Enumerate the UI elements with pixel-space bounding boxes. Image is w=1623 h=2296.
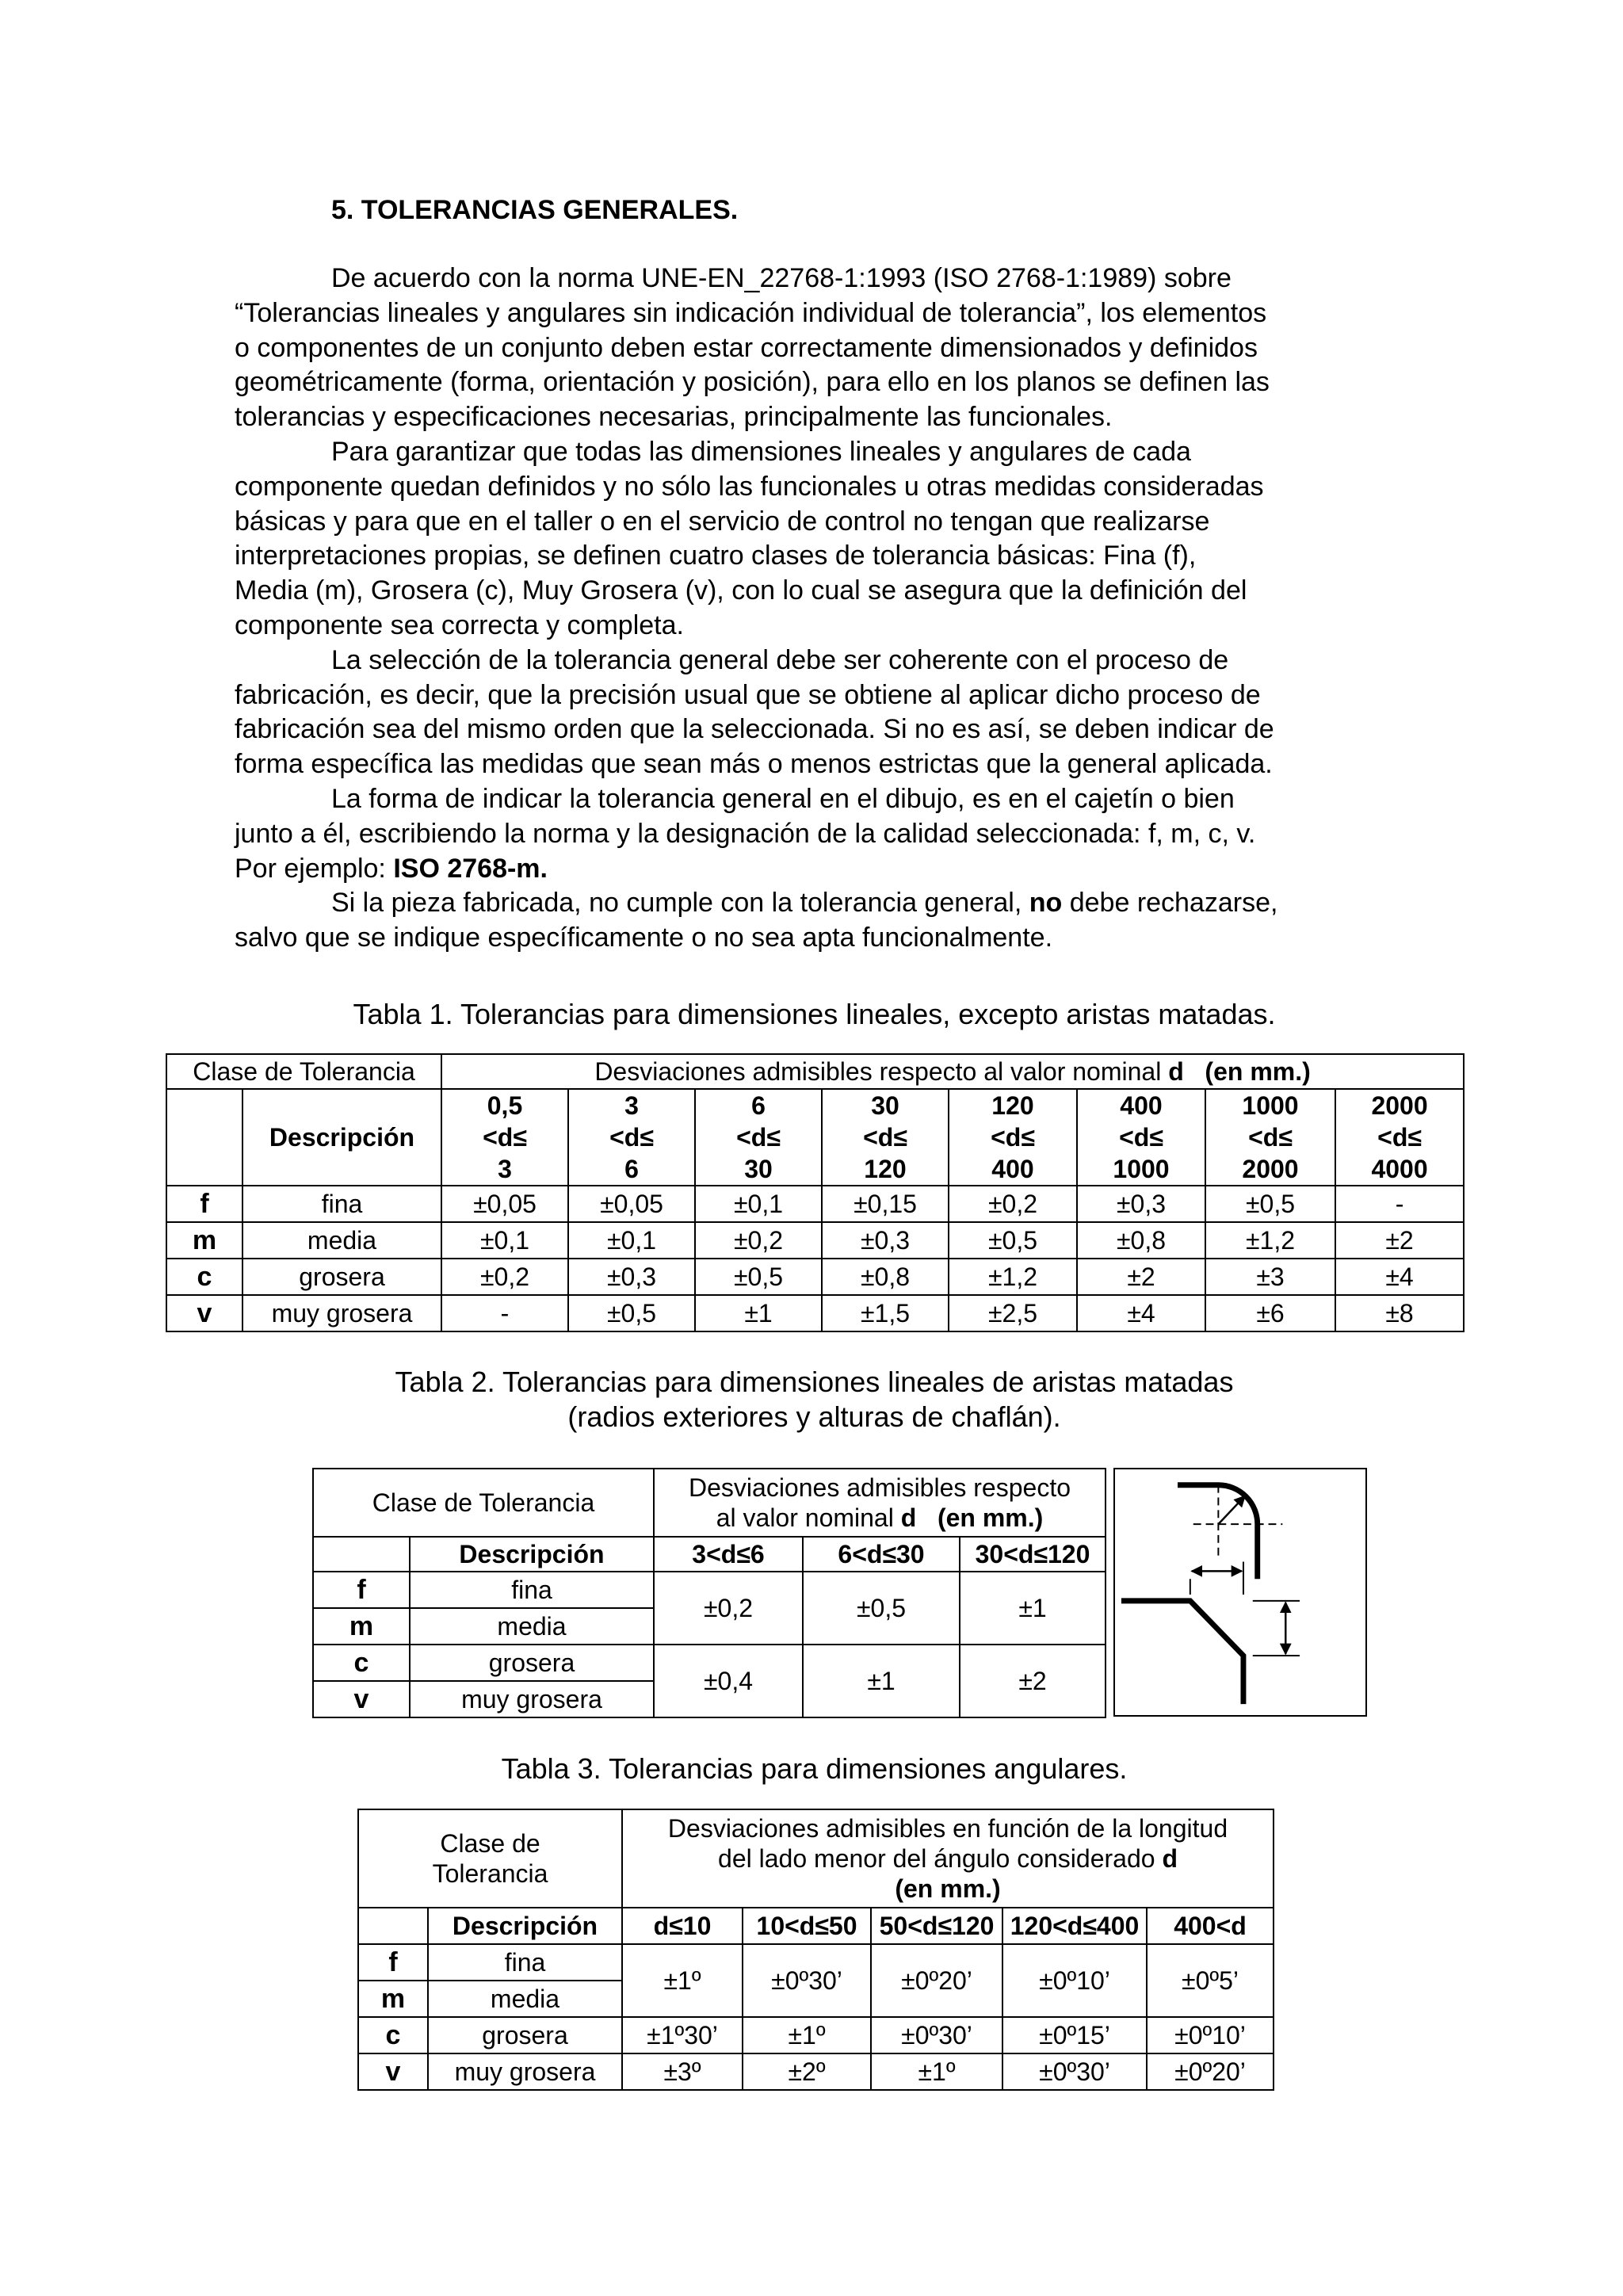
paragraph-3-line: fabricación sea del mismo orden que la seleccionada. Si no es así, se deben indicar de [235,714,1274,745]
radius-arrow [1218,1496,1245,1525]
table1-range-header: 30 <d≤ 120 [822,1089,949,1186]
table-row: v muy grosera - ±0,5 ±1 ±1,5 ±2,5 ±4 ±6 ±8 [166,1295,1464,1331]
table-row: v muy grosera [313,1681,1106,1717]
table2-class-header: Clase de Tolerancia [313,1469,654,1537]
paragraph-2-line: Media (m), Grosera (c), Muy Grosera (v), con lo cual se asegura que la definición del [235,575,1247,606]
paragraph-1-line: “Tolerancias lineales y angulares sin indicación individual de tolerancia”, los elementos [235,297,1267,328]
table3-range-header: 10<d≤50 [743,1908,871,1944]
table-row: f fina ±1º ±0º30’ ±0º20’ ±0º10’ ±0º5’ [358,1944,1274,1981]
paragraph-2-line: Para garantizar que todas las dimensiones lineales y angulares de cada [331,436,1191,467]
table-row: m media [313,1608,1106,1645]
table3-deviation-header: Desviaciones admisibles en función de la longitud del lado menor del ángulo considerado d (en mm.) [622,1809,1274,1908]
paragraph-4-example-line [235,852,1400,887]
table1 [166,1053,1465,1332]
paragraph-3-line: La selección de la tolerancia general debe ser coherente con el proceso de [331,644,1229,675]
table1-dev-d: d [1168,1057,1184,1086]
table-row: v muy grosera ±3º ±2º ±1º ±0º30’ ±0º20’ [358,2053,1274,2090]
paragraph-3-line: fabricación, es decir, que la precisión usual que se obtiene al aplicar dicho proceso de [235,679,1261,710]
table1-range-header: 3 <d≤ 6 [568,1089,695,1186]
table1-range-header: 6 <d≤ 30 [695,1089,822,1186]
table1-range-header: 400 <d≤ 1000 [1077,1089,1205,1186]
table-row: m media ±0,1 ±0,1 ±0,2 ±0,3 ±0,5 ±0,8 ±1,2 ±2 [166,1222,1464,1259]
table3 [357,1809,1274,2091]
paragraph-2-line: componente sea correcta y completa. [235,609,684,640]
table2-empty-cell [313,1537,410,1572]
paragraph-2-line: interpretaciones propias, se definen cuatro clases de tolerancia básicas: Fina (f), [235,541,1197,571]
table3-range-header: 400<d [1147,1908,1274,1944]
chamfer-diagram-svg [1115,1469,1365,1715]
table-row: c grosera ±1º30’ ±1º ±0º30’ ±0º15’ ±0º10’ [358,2017,1274,2053]
paragraph-4-line: junto a él, escribiendo la norma y la designación de la calidad seleccionada: f, m, c, v. [235,818,1256,849]
paragraph-5-line [235,886,1400,921]
table1-dev-text: Desviaciones admisibles respecto al valor nominal [594,1057,1169,1086]
rounded-corner-outline [1178,1485,1258,1579]
table2-range-header: 30<d≤120 [960,1537,1106,1572]
table1-range-header: 1000 <d≤ 2000 [1205,1089,1335,1186]
p5-bold-no: no [1029,888,1063,919]
table2-deviation-header: Desviaciones admisibles respecto al valor nominal d (en mm.) [654,1469,1106,1537]
paragraph-5-line: salvo que se indique específicamente o no sea apta funcionalmente. [235,923,1053,953]
table3-range-header: d≤10 [622,1908,743,1944]
table1-empty-cell [166,1089,242,1186]
table2-desc-header: Descripción [410,1537,654,1572]
paragraph-1-line: De acuerdo con la norma UNE-EN_22768-1:1993 (ISO 2768-1:1989) sobre [331,263,1232,293]
paragraph-1-line: tolerancias y especificaciones necesarias, principalmente las funcionales. [235,402,1113,433]
table3-caption: Tabla 3. Tolerancias para dimensiones angulares. [501,1752,1128,1785]
paragraph-1-line: o componentes de un conjunto deben estar correctamente dimensionados y definidos [235,332,1258,363]
section-heading: 5. TOLERANCIAS GENERALES. [331,195,739,225]
table3-empty-cell [358,1908,428,1944]
example-prefix: Por ejemplo: [235,853,394,884]
table-row: f fina ±0,2 ±0,5 ±1 [313,1572,1106,1608]
paragraph-3-line: forma específica las medidas que sean más o menos estrictas que la general aplicada. [235,749,1273,780]
table3-class-header: Clase de Tolerancia [358,1809,622,1908]
table1-dev-unit: (en mm.) [1183,1057,1311,1086]
table2-caption-line1: Tabla 2. Tolerancias para dimensiones lineales de aristas matadas [395,1366,1234,1398]
table2 [312,1468,1106,1718]
table1-desc-header: Descripción [242,1089,441,1186]
table-row: m media [358,1981,1274,2017]
table3-range-header: 120<d≤400 [1002,1908,1147,1944]
table1-range-header: 120 <d≤ 400 [949,1089,1077,1186]
table3-range-header: 50<d≤120 [871,1908,1002,1944]
paragraph-4-line: La forma de indicar la tolerancia general en el dibujo, es en el cajetín o bien [331,783,1235,814]
table1-class-header: Clase de Tolerancia [166,1054,441,1089]
table1-deviation-header [441,1054,1464,1089]
table2-caption [166,1365,1463,1435]
chamfer-outline [1121,1601,1243,1704]
table-row: c grosera ±0,2 ±0,3 ±0,5 ±0,8 ±1,2 ±2 ±3 ±4 [166,1259,1464,1295]
body-text [235,262,1400,956]
edge-radius-chamfer-diagram [1113,1468,1367,1717]
p5-text-before: Si la pieza fabricada, no cumple con la tolerancia general, [331,888,1029,919]
table1-caption: Tabla 1. Tolerancias para dimensiones lineales, excepto aristas matadas. [353,998,1276,1030]
table2-range-header: 6<d≤30 [803,1537,960,1572]
table2-range-header: 3<d≤6 [654,1537,803,1572]
table1-range-header: 0,5 <d≤ 3 [441,1089,568,1186]
example-standard: ISO 2768-m. [393,853,548,884]
paragraph-2-line: básicas y para que en el taller o en el servicio de control no tengan que realizarse [235,506,1210,537]
paragraph-1-line: geométricamente (forma, orientación y posición), para ello en los planos se definen las [235,367,1270,398]
p5-text-after: debe rechazarse, [1062,888,1278,919]
table1-range-header: 2000 <d≤ 4000 [1335,1089,1464,1186]
paragraph-2-line: componente quedan definidos y no sólo las funcionales u otras medidas consideradas [235,471,1264,502]
table-row: c grosera ±0,4 ±1 ±2 [313,1645,1106,1681]
table2-caption-line2: (radios exteriores y alturas de chaflán). [567,1400,1061,1433]
table-row: f fina ±0,05 ±0,05 ±0,1 ±0,15 ±0,2 ±0,3 ±0,5 - [166,1186,1464,1222]
table3-desc-header: Descripción [428,1908,622,1944]
